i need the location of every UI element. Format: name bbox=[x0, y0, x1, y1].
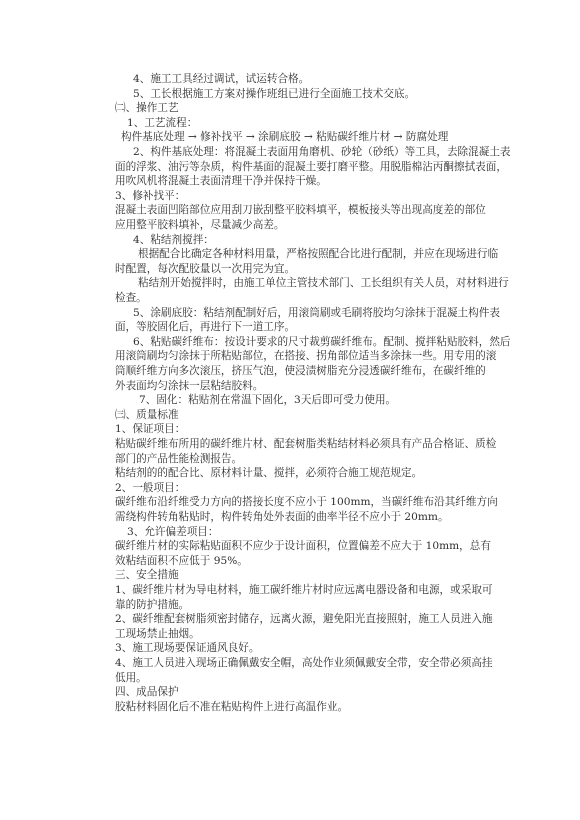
text-line: 3、修补找平： bbox=[115, 189, 186, 202]
text-line: 根据配合比确定各种材料用量，严格按照配合比进行配制，并应在现场进行临 bbox=[138, 248, 499, 261]
text-line: 四、成品保护 bbox=[115, 686, 179, 699]
text-line: 需绕构件转角粘贴时，构件转角处外表面的曲率半径不应小于 20mm。 bbox=[115, 511, 449, 523]
process-flow: 构件基底处理 → 修补找平 → 涂刷底胶 → 粘贴碳纤维片材 → 防腐处理 bbox=[121, 131, 449, 144]
text-line: 2、碳纤维配套树脂须密封储存，远离火源，避免阳光直接照射，施工人员进入施 bbox=[115, 613, 493, 626]
section-heading: 三、安全措施 bbox=[115, 569, 179, 582]
text-line: 4、粘结剂搅拌： bbox=[133, 233, 214, 246]
text-line: 2、构件基底处理：将混凝土表面用角磨机、砂轮（砂纸）等工具，去除混凝土表 bbox=[133, 146, 511, 158]
text-line: 低用。 bbox=[115, 671, 147, 684]
text-line: 7、固化：粘贴剂在常温下固化，3天后即可受力使用。 bbox=[139, 394, 397, 407]
text-line: 1、保证项目： bbox=[115, 423, 186, 436]
text-line: 3、允许偏差项目： bbox=[127, 525, 219, 538]
text-line: 粘结剂的的配合比、原材料计量、搅拌，必须符合施工规范规定。 bbox=[115, 467, 423, 480]
text-line: 胶粘材料固化后不准在粘贴构件上进行高温作业。 bbox=[115, 700, 349, 713]
text-line: 用吹风机将混凝土表面清理干净并保持干燥。 bbox=[115, 175, 327, 188]
text-line: 时配置，每次配胶量以一次用完为宜。 bbox=[115, 262, 296, 275]
text-line: 混凝土表面凹陷部位应用刮刀嵌刮整平胶料填平，模板接头等出现高度差的部位 bbox=[115, 204, 486, 217]
text-line: 效粘结面积不应低于 95%。 bbox=[115, 554, 248, 567]
section-heading: ㈡、操作工艺 bbox=[115, 102, 179, 115]
text-line: 粘贴碳纤维布所用的碳纤维片材、配套树脂类粘结材料必须具有产品合格证、质检 bbox=[115, 438, 497, 450]
text-line: 用滚筒刷均匀涂抹于所粘贴部位，在搭接、拐角部位适当多涂抹一些。用专用的滚 bbox=[115, 350, 497, 363]
text-line: 2、一般项目： bbox=[115, 481, 186, 494]
text-line: 部门的产品性能检测报告。 bbox=[115, 452, 243, 465]
text-line: 5、涂刷底胶：粘结剂配制好后，用滚筒刷或毛刷将胶均匀涂抹于混凝土构件表 bbox=[133, 306, 500, 319]
section-heading: ㈢、质量标准 bbox=[115, 408, 179, 421]
text-line: 1、工艺流程： bbox=[127, 116, 198, 129]
text-line: 粘结剂开始搅拌时，由施工单位主管技术部门、工长组织有关人员，对材料进行 bbox=[138, 277, 509, 290]
text-line: 5、工长根据施工方案对操作班组已进行全面施工技术交底。 bbox=[133, 87, 416, 100]
text-line: 面的浮浆、油污等杂质，构件基面的混凝土要打磨平整。用脱脂棉沾丙酮擦拭表面， bbox=[115, 160, 507, 173]
text-line: 应用整平胶料填补，尽量减少高差。 bbox=[115, 219, 285, 231]
text-line: 筒顺纤维方向多次滚压，挤压气泡，使浸渍树脂充分浸透碳纤维布，在碳纤维的 bbox=[115, 365, 486, 377]
text-line: 面，等胶固化后，再进行下一道工序。 bbox=[115, 321, 296, 334]
text-line: 4、施工工具经过调试，试运转合格。 bbox=[133, 73, 310, 85]
text-line: 工现场禁止抽烟。 bbox=[115, 627, 200, 640]
text-line: 3、施工现场要保证通风良好。 bbox=[115, 642, 260, 655]
text-line: 4、施工人员进入现场正确佩戴安全帽，高处作业须佩戴安全带，安全带必须高挂 bbox=[115, 657, 493, 669]
text-line: 靠的防护措施。 bbox=[115, 598, 190, 611]
text-line: 检查。 bbox=[115, 292, 147, 304]
text-line: 6、粘贴碳纤维布：按设计要求的尺寸裁剪碳纤维布。配制、搅拌粘贴胶料，然后 bbox=[133, 335, 511, 348]
text-line: 碳纤维布沿纤维受力方向的搭接长度不应小于 100mm，当碳纤维布沿其纤维方向 bbox=[115, 496, 498, 509]
text-line: 1、碳纤维片材为导电材料，施工碳纤维片材时应远离电器设备和电源，或采取可 bbox=[115, 584, 493, 596]
text-line: 外表面均匀涂抹一层粘结胶料。 bbox=[115, 379, 264, 392]
text-line: 碳纤维片材的实际粘贴面积不应少于设计面积，位置偏差不应大于 10mm，总有 bbox=[115, 540, 491, 553]
